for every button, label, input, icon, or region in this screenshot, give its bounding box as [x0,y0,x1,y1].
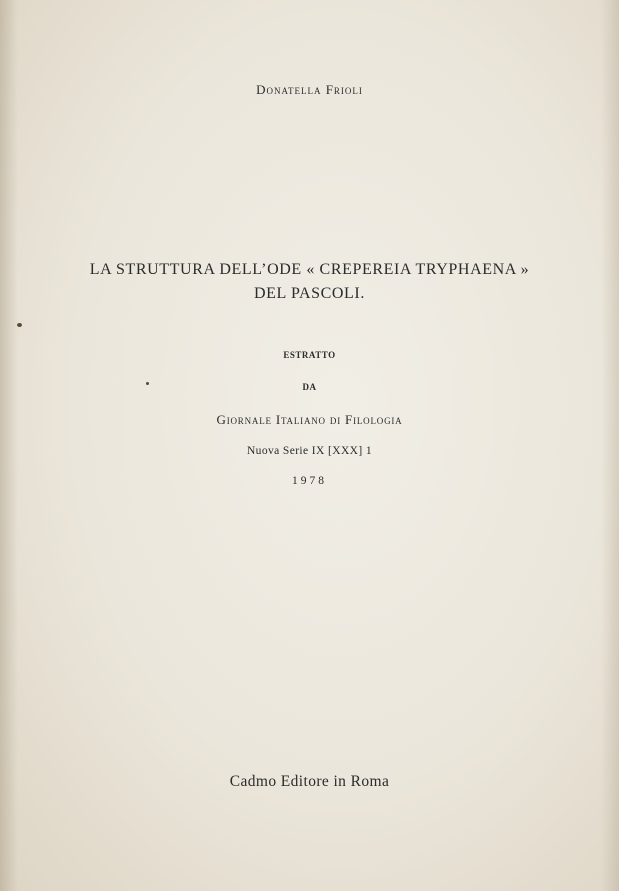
ink-speck [17,323,22,327]
document-title [0,258,619,306]
title-line-2: DEL PASCOLI. [254,285,365,302]
extract-label: ESTRATTO [283,350,336,360]
journal-series: Nuova Serie IX [XXX] 1 [246,445,373,457]
journal-name: Giornale Italiano di Filologia [216,412,403,427]
title-line-1: LA STRUTTURA DELL’ODE « CREPEREIA TRYPHAENA » [89,261,530,278]
ink-speck [146,382,149,385]
publication-year: 1978 [292,475,327,487]
publisher-name: Cadmo Editore in Roma [229,773,390,790]
from-label: DA [302,382,317,392]
author-name: Donatella Frioli [256,82,363,97]
